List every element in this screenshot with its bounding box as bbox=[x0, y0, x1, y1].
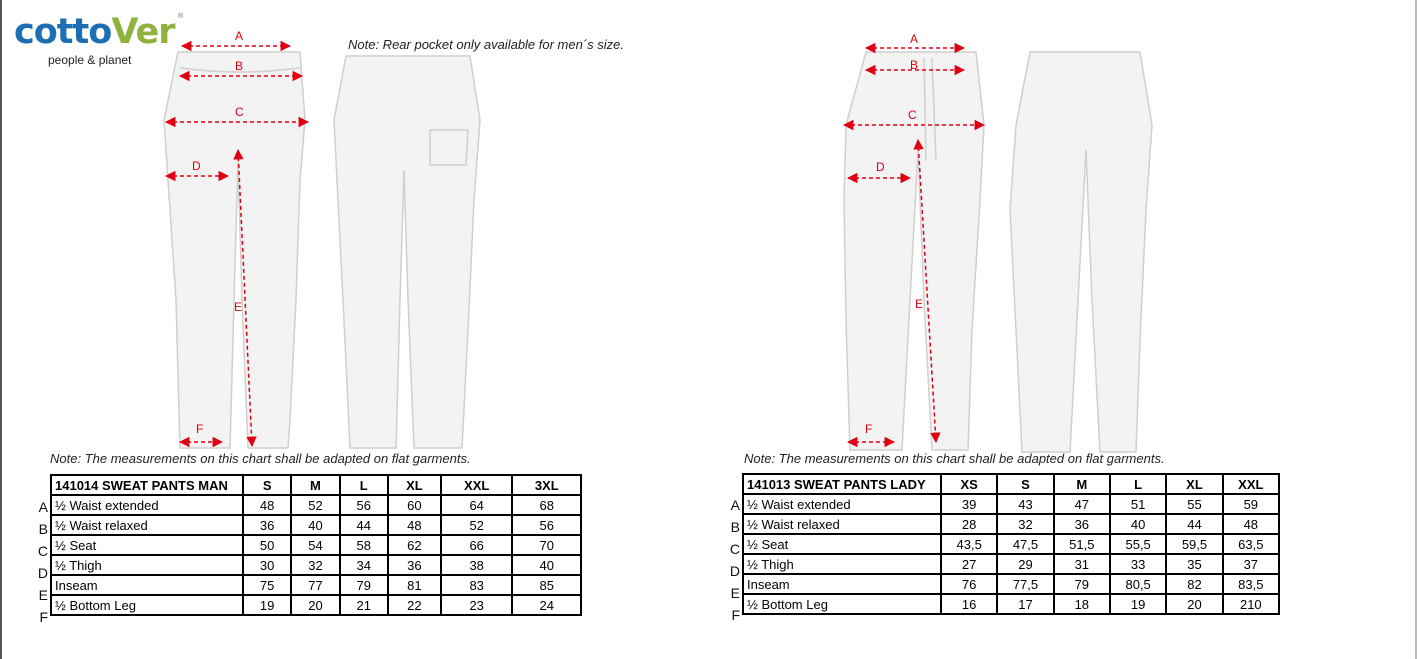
man-row-letter: B bbox=[38, 521, 48, 537]
man-label-d: D bbox=[192, 159, 201, 173]
table-cell: 79 bbox=[340, 575, 388, 595]
table-cell: 56 bbox=[340, 495, 388, 515]
row-label: ½ Seat bbox=[743, 534, 941, 554]
table-cell: 85 bbox=[512, 575, 581, 595]
table-row bbox=[51, 535, 581, 555]
size-header: S bbox=[997, 474, 1053, 494]
logo-word-part1: cotto bbox=[14, 12, 112, 52]
man-label-b: B bbox=[235, 59, 244, 73]
row-label: ½ Thigh bbox=[743, 554, 941, 574]
man-flat-garment-note: Note: The measurements on this chart shall be adapted on flat garments. bbox=[50, 451, 471, 466]
row-label: ½ Waist extended bbox=[51, 495, 243, 515]
row-label: ½ Waist extended bbox=[743, 494, 941, 514]
table-cell: 35 bbox=[1166, 554, 1222, 574]
man-row-letter: F bbox=[39, 609, 48, 625]
table-cell: 40 bbox=[512, 555, 581, 575]
table-cell: 83 bbox=[441, 575, 513, 595]
table-cell: 48 bbox=[1223, 514, 1279, 534]
man-table-title: 141014 SWEAT PANTS MAN bbox=[51, 475, 243, 495]
table-cell: 52 bbox=[441, 515, 513, 535]
lady-row-letters bbox=[726, 494, 740, 626]
table-cell: 39 bbox=[941, 494, 997, 514]
size-header: XS bbox=[941, 474, 997, 494]
table-row bbox=[743, 554, 1279, 574]
table-cell: 75 bbox=[243, 575, 291, 595]
table-cell: 43,5 bbox=[941, 534, 997, 554]
man-label-c: C bbox=[235, 105, 244, 119]
table-cell: 60 bbox=[388, 495, 441, 515]
table-cell: 77,5 bbox=[997, 574, 1053, 594]
size-header: 3XL bbox=[512, 475, 581, 495]
table-cell: 37 bbox=[1223, 554, 1279, 574]
table-cell: 48 bbox=[388, 515, 441, 535]
lady-label-a: A bbox=[910, 32, 919, 46]
table-cell: 31 bbox=[1054, 554, 1110, 574]
man-label-a: A bbox=[235, 29, 244, 43]
row-label: Inseam bbox=[743, 574, 941, 594]
table-cell: 47,5 bbox=[997, 534, 1053, 554]
lady-row-letter: F bbox=[731, 607, 740, 623]
table-cell: 36 bbox=[243, 515, 291, 535]
table-cell: 63,5 bbox=[1223, 534, 1279, 554]
table-cell: 30 bbox=[243, 555, 291, 575]
lady-label-c: C bbox=[908, 108, 917, 122]
lady-row-letter: B bbox=[730, 519, 740, 535]
man-size-table bbox=[50, 474, 582, 616]
table-cell: 20 bbox=[291, 595, 339, 615]
table-cell: 55 bbox=[1166, 494, 1222, 514]
row-label: ½ Thigh bbox=[51, 555, 243, 575]
lady-size-table bbox=[742, 473, 1280, 615]
row-label: Inseam bbox=[51, 575, 243, 595]
table-cell: 59 bbox=[1223, 494, 1279, 514]
table-cell: 59,5 bbox=[1166, 534, 1222, 554]
table-row bbox=[743, 534, 1279, 554]
table-row bbox=[51, 575, 581, 595]
table-cell: 51 bbox=[1110, 494, 1166, 514]
table-cell: 82 bbox=[1166, 574, 1222, 594]
lady-pants-back bbox=[1010, 52, 1152, 452]
lady-table-title: 141013 SWEAT PANTS LADY bbox=[743, 474, 941, 494]
table-cell: 79 bbox=[1054, 574, 1110, 594]
man-row-letter: D bbox=[37, 565, 48, 581]
table-cell: 44 bbox=[1166, 514, 1222, 534]
lady-flat-garment-note: Note: The measurements on this chart shall be adapted on flat garments. bbox=[744, 451, 1165, 466]
table-header-row bbox=[51, 475, 581, 495]
table-header-row bbox=[743, 474, 1279, 494]
man-label-e: E bbox=[234, 300, 243, 314]
row-label: ½ Bottom Leg bbox=[743, 594, 941, 614]
man-row-letters bbox=[34, 496, 48, 628]
table-row bbox=[51, 495, 581, 515]
row-label: ½ Seat bbox=[51, 535, 243, 555]
man-row-letter: E bbox=[38, 587, 48, 603]
table-cell: 40 bbox=[1110, 514, 1166, 534]
table-cell: 81 bbox=[388, 575, 441, 595]
lady-label-d: D bbox=[876, 160, 885, 174]
table-cell: 43 bbox=[997, 494, 1053, 514]
table-cell: 19 bbox=[243, 595, 291, 615]
lady-label-e: E bbox=[915, 297, 924, 311]
table-cell: 21 bbox=[340, 595, 388, 615]
table-cell: 68 bbox=[512, 495, 581, 515]
size-header: XXL bbox=[1223, 474, 1279, 494]
table-cell: 80,5 bbox=[1110, 574, 1166, 594]
table-row bbox=[743, 594, 1279, 614]
man-label-f: F bbox=[196, 422, 204, 436]
table-row bbox=[51, 595, 581, 615]
table-cell: 50 bbox=[243, 535, 291, 555]
row-label: ½ Bottom Leg bbox=[51, 595, 243, 615]
table-cell: 24 bbox=[512, 595, 581, 615]
lady-row-letter: A bbox=[730, 497, 740, 513]
table-cell: 51,5 bbox=[1054, 534, 1110, 554]
table-cell: 17 bbox=[997, 594, 1053, 614]
row-label: ½ Waist relaxed bbox=[51, 515, 243, 535]
size-header: S bbox=[243, 475, 291, 495]
lady-row-letter: D bbox=[729, 563, 740, 579]
lady-row-letter: C bbox=[729, 541, 740, 557]
table-cell: 32 bbox=[997, 514, 1053, 534]
size-header: XL bbox=[1166, 474, 1222, 494]
table-cell: 210 bbox=[1223, 594, 1279, 614]
lady-row-letter: E bbox=[730, 585, 740, 601]
row-label: ½ Waist relaxed bbox=[743, 514, 941, 534]
table-cell: 16 bbox=[941, 594, 997, 614]
size-header: M bbox=[291, 475, 339, 495]
table-cell: 23 bbox=[441, 595, 513, 615]
table-cell: 55,5 bbox=[1110, 534, 1166, 554]
logo-registered-mark: ® bbox=[178, 13, 184, 20]
table-cell: 32 bbox=[291, 555, 339, 575]
table-row bbox=[743, 514, 1279, 534]
table-cell: 58 bbox=[340, 535, 388, 555]
lady-label-b: B bbox=[910, 58, 919, 72]
table-cell: 76 bbox=[941, 574, 997, 594]
logo-word-part2: Ver bbox=[111, 12, 175, 52]
table-cell: 47 bbox=[1054, 494, 1110, 514]
size-header: L bbox=[340, 475, 388, 495]
table-cell: 22 bbox=[388, 595, 441, 615]
rear-pocket-note: Note: Rear pocket only available for men´s size. bbox=[348, 37, 625, 52]
table-cell: 38 bbox=[441, 555, 513, 575]
table-cell: 54 bbox=[291, 535, 339, 555]
table-cell: 27 bbox=[941, 554, 997, 574]
size-header: L bbox=[1110, 474, 1166, 494]
table-cell: 20 bbox=[1166, 594, 1222, 614]
man-pants-back bbox=[334, 56, 480, 448]
table-cell: 33 bbox=[1110, 554, 1166, 574]
table-cell: 36 bbox=[388, 555, 441, 575]
table-row bbox=[743, 494, 1279, 514]
table-cell: 29 bbox=[997, 554, 1053, 574]
lady-label-f: F bbox=[865, 422, 873, 436]
table-cell: 70 bbox=[512, 535, 581, 555]
table-cell: 64 bbox=[441, 495, 513, 515]
table-cell: 44 bbox=[340, 515, 388, 535]
table-cell: 18 bbox=[1054, 594, 1110, 614]
table-cell: 56 bbox=[512, 515, 581, 535]
size-header: XXL bbox=[441, 475, 513, 495]
logo-tagline: people & planet bbox=[48, 53, 132, 67]
size-header: M bbox=[1054, 474, 1110, 494]
table-cell: 77 bbox=[291, 575, 339, 595]
size-header: XL bbox=[388, 475, 441, 495]
table-cell: 48 bbox=[243, 495, 291, 515]
man-row-letter: A bbox=[38, 499, 48, 515]
man-row-letter: C bbox=[37, 543, 48, 559]
table-cell: 52 bbox=[291, 495, 339, 515]
table-cell: 36 bbox=[1054, 514, 1110, 534]
table-cell: 28 bbox=[941, 514, 997, 534]
table-cell: 34 bbox=[340, 555, 388, 575]
table-cell: 40 bbox=[291, 515, 339, 535]
table-row bbox=[51, 555, 581, 575]
table-cell: 83,5 bbox=[1223, 574, 1279, 594]
table-row bbox=[743, 574, 1279, 594]
table-cell: 66 bbox=[441, 535, 513, 555]
table-row bbox=[51, 515, 581, 535]
table-cell: 62 bbox=[388, 535, 441, 555]
table-cell: 19 bbox=[1110, 594, 1166, 614]
